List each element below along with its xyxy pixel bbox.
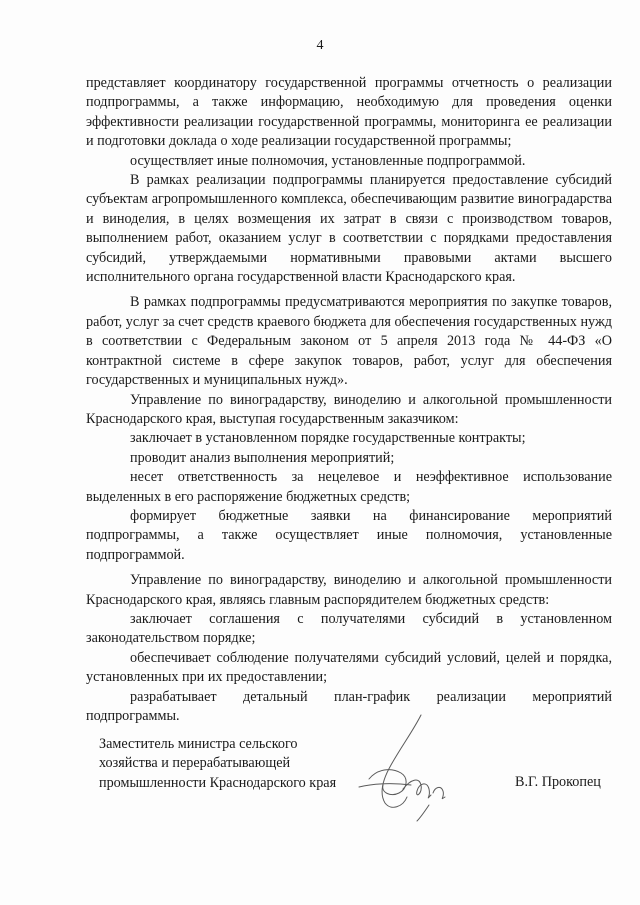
paragraph: Управление по виноградарству, виноделию и алкогольной промышленности Краснодарского края, выступая государственным заказчиком: xyxy=(86,391,612,427)
paragraph: представляет координатору государственной программы отчетность о реализации подпрограммы, а также информацию, необходимую для проведения оценки эффективности реализации государственной программы, мониторинга ее реализации и подготовки доклада о ходе реализации государственной программы; xyxy=(86,75,612,150)
signatory-position-line: промышленности Краснодарского края xyxy=(99,774,337,791)
signatory-name: В.Г. Прокопец xyxy=(515,774,601,790)
paragraph: разрабатывает детальный план-график реализации мероприятий подпрограммы. xyxy=(86,688,612,724)
paragraph: Управление по виноградарству, виноделию и алкогольной промышленности Краснодарского края, являясь главным распорядителем бюджетных средств: xyxy=(86,572,612,608)
signatory-position xyxy=(99,735,336,793)
signatory-position-line: Заместитель министра сельского xyxy=(99,736,298,752)
paragraph: обеспечивает соблюдение получателями субсидий условий, целей и порядка, установленных при их предоставлении; xyxy=(86,649,612,686)
document-body xyxy=(86,74,612,726)
handwritten-signature xyxy=(351,713,461,823)
paragraph: заключает соглашения с получателями субсидий в установленном законодательством порядке; xyxy=(86,610,612,647)
signature-block xyxy=(99,735,619,825)
paragraph: В рамках подпрограммы предусматриваются мероприятия по закупке товаров, работ, услуг за счет средств краевого бюджета для обеспечения государственных нужд в соответствии с Федеральным законом от 5 апреля 2013 года № 44-ФЗ «О контрактной системе в сфере закупок товаров, работ, услуг для обеспечения государственных и муниципальных нужд». xyxy=(86,294,612,389)
paragraph: заключает в установленном порядке государственные контракты; xyxy=(130,430,526,447)
paragraph: проводит анализ выполнения мероприятий; xyxy=(130,449,395,466)
paragraph: формирует бюджетные заявки на финансирование мероприятий подпрограммы, а также осуществляет иные полномочия, установленные подпрограммой. xyxy=(86,507,612,563)
signatory-position-line: хозяйства и перерабатывающей xyxy=(99,755,291,772)
paragraph: несет ответственность за нецелевое и неэффективное использование выделенных в его распоряжение бюджетных средств; xyxy=(86,469,612,505)
paragraph: осуществляет иные полномочия, установленные подпрограммой. xyxy=(130,152,526,169)
paragraph: В рамках реализации подпрограммы планируется предоставление субсидий субъектам агропромышленного комплекса, обеспечивающим развитие виноградарства и виноделия, в целях возмещения их затрат в связи с производством товаров, выполнением работ, оказанием услуг в соответствии с порядками предоставления субсидий, утверждаемыми нормативными правовыми актами высшего исполнительного органа государственной власти Краснодарского края. xyxy=(86,172,612,286)
page-number: 4 xyxy=(316,38,324,53)
